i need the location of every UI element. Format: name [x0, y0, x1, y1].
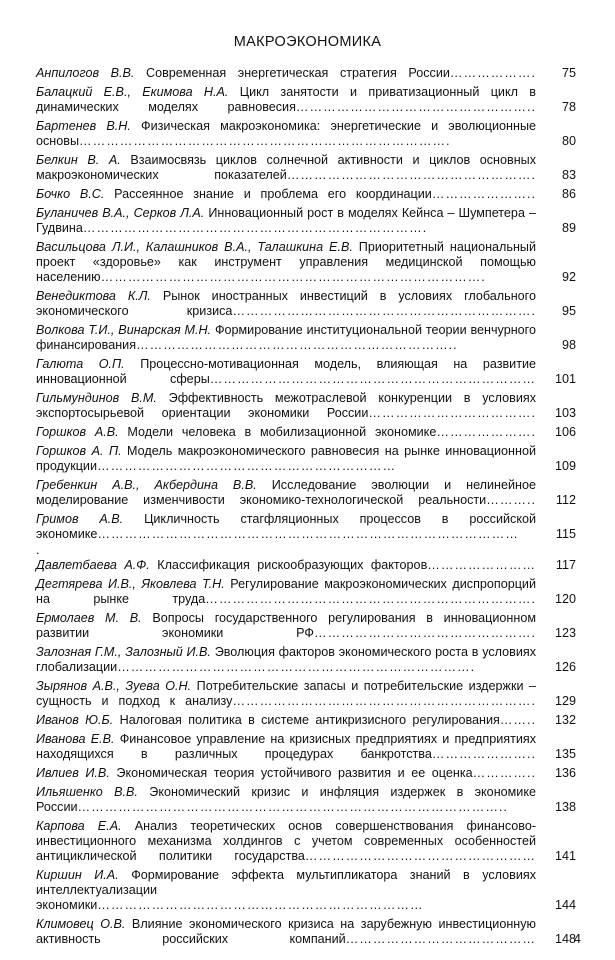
toc-page-ref: 138	[554, 800, 576, 814]
toc-page-ref: 115	[555, 527, 576, 541]
toc-title: Процессно-мотивационная модель, влияющая на развитие инновационной сферы	[36, 357, 537, 386]
toc-entry-text	[36, 917, 536, 947]
toc-author: Бочко В.С.	[36, 187, 105, 201]
toc-title: Взаимосвязь циклов солнечной активности и циклов основных макроэкономических показателей	[36, 153, 537, 182]
toc-author: Климовец О.В.	[36, 917, 126, 931]
toc-entry	[36, 323, 576, 353]
toc-title: Формирование эффекта мультипликатора знаний в условиях интеллектуализации экономики	[36, 868, 537, 912]
toc-entry	[36, 153, 576, 183]
toc-leader-dots: …………..	[472, 766, 536, 780]
toc-author: Давлетбаева А.Ф.	[36, 558, 150, 572]
toc-title: Инновационный рост в моделях Кейнса – Шумпетера – Гудвина	[36, 206, 536, 235]
toc-leader-dots: …………………………………………………………………………………..	[77, 800, 508, 814]
toc-title: Анализ теоретических основ совершенствования финансово-инвестиционного механизма холдингов с учетом современных особенностей антициклической политики государства	[36, 819, 537, 863]
toc-entry-text	[36, 785, 536, 815]
toc-page-ref: 123	[554, 626, 576, 640]
toc-leader-dots: ……………………………………	[345, 932, 536, 946]
toc-title: Влияние экономического кризиса на зарубежную инвестиционную активность российских компаний	[36, 917, 536, 946]
toc-entry-text	[36, 512, 536, 542]
toc-author: Зырянов А.В., Зуева О.Н.	[36, 679, 192, 693]
toc-entry	[36, 206, 576, 236]
toc-title: Потребительские запасы и потребительские издержки – сущность и подход к анализу	[36, 679, 537, 708]
toc-page-ref: 89	[561, 221, 576, 235]
toc-title: Модель макроэкономического равновесия на рынке инновационной продукции	[36, 444, 536, 473]
toc-entry	[36, 558, 576, 573]
toc-leader-dots: ……..	[499, 713, 536, 727]
toc-entry-text	[36, 478, 536, 508]
toc-entry-text	[36, 645, 536, 675]
toc-entry-text	[36, 85, 536, 115]
toc-leader-dots: …………………………………………………………………….	[117, 660, 476, 674]
toc-entry	[36, 868, 576, 913]
toc-leader-dots: ………..	[486, 493, 536, 507]
toc-title: Рассеянное знание и проблема его координации	[114, 187, 432, 201]
toc-title: Эволюция факторов экономического роста в условиях глобализации	[36, 645, 537, 674]
toc-title: Исследование эволюции и нелинейное моделирование изменчивости экономико-технологической реальности	[36, 478, 537, 507]
toc-page-ref: 120	[554, 592, 576, 606]
toc-leader-dots: ………………………………………………………………	[209, 372, 536, 386]
page-number: 4	[573, 931, 581, 946]
toc-leader-dots: ……………………………………………	[304, 849, 536, 863]
toc-entry-text	[36, 732, 536, 762]
toc-entry-text	[36, 153, 536, 183]
toc-leader-dots: …………………..	[431, 187, 536, 201]
toc-title: Вопросы государственного регулирования в инновационном развитии экономики РФ	[36, 611, 537, 640]
toc-author: Иванов Ю.Б.	[36, 713, 114, 727]
toc-page-ref: 103	[554, 406, 576, 420]
toc-entry	[36, 713, 576, 728]
toc-page-ref: 101	[554, 372, 576, 386]
toc-author: Киршин И.А.	[36, 868, 119, 882]
toc-title: Налоговая политика в системе антикризисного регулирования	[119, 713, 500, 727]
toc-page-ref: 148	[554, 932, 576, 946]
toc-entry-text	[36, 119, 536, 149]
toc-leader-dots: ……………………………….	[368, 406, 536, 420]
toc-leader-dots: ……………………………………………..	[295, 100, 536, 114]
toc-author: Горшков А.В.	[36, 425, 119, 439]
toc-author: Дегтярева И.В., Яковлева Т.Н.	[36, 577, 225, 591]
toc-author: Галюта О.П.	[36, 357, 125, 371]
toc-author: Иванова Е.В.	[36, 732, 115, 746]
toc-page-ref: 92	[561, 270, 576, 284]
toc-author: Залозная Г.М., Залозный И.В.	[36, 645, 211, 659]
toc-title: Классификация рискообразующих факторов	[157, 558, 428, 572]
toc-entry	[36, 119, 576, 149]
toc-title: Модели человека в мобилизационной экономике	[127, 425, 437, 439]
toc-title: Физическая макроэкономика: энергетические и эволюционные основы	[36, 119, 537, 148]
toc-leader-dots: …………………………………………………………	[97, 459, 397, 473]
toc-entry	[36, 645, 576, 675]
toc-author: Ермолаев М. В.	[36, 611, 142, 625]
toc-title: Современная энергетическая стратегия России	[146, 66, 450, 80]
toc-entry-text	[36, 391, 536, 421]
toc-title: Финансовое управление на кризисных предприятиях и предприятиях находящихся в различных процедурах банкротства	[36, 732, 537, 761]
toc-entry-text	[36, 577, 536, 607]
toc-entry-text	[36, 206, 536, 236]
toc-entry-text	[36, 679, 536, 709]
toc-title: Регулирование макроэкономических диспропорций на рынке труда	[36, 577, 537, 606]
toc-entry	[36, 240, 576, 285]
toc-leader-dots: ………………………………………………………….	[232, 304, 536, 318]
toc-entry-text	[36, 289, 536, 319]
toc-page-ref: 75	[561, 66, 576, 80]
toc-leader-dots: …………………..	[431, 747, 536, 761]
toc-entry-text	[36, 187, 536, 202]
toc-entry-text	[36, 240, 536, 285]
toc-entry-text	[36, 713, 536, 728]
toc-entry	[36, 577, 576, 607]
toc-page-ref: 112	[555, 493, 576, 507]
toc-leader-dots: …………………………………………………………………………………	[97, 527, 519, 541]
toc-entry	[36, 819, 576, 864]
toc-leader-dots: ……………….	[449, 66, 536, 80]
toc-leader-dots: ………………………………………………………………………….	[100, 270, 486, 284]
toc-author: Венедиктова К.Л.	[36, 289, 151, 303]
toc-title: Экономический кризис и инфляция издержек в экономике России	[36, 785, 536, 814]
toc-entry	[36, 391, 576, 421]
section-heading: МАКРОЭКОНОМИКА	[233, 34, 382, 50]
toc-title: Экономическая теория устойчивого развития и ее оценка	[116, 766, 473, 780]
toc-entry-text	[36, 558, 536, 573]
table-of-contents	[36, 66, 576, 951]
toc-title: Цикличность стагфляционных процессов в российской экономике	[36, 512, 537, 541]
toc-author: Бартенев В.Н.	[36, 119, 131, 133]
toc-leader-dots: ……………………………………………….	[286, 168, 536, 182]
toc-entry	[36, 766, 576, 781]
toc-leader-dots: ………………………………………………………………	[97, 898, 424, 912]
toc-page-ref: 78	[561, 100, 576, 114]
toc-entry-text	[36, 323, 536, 353]
toc-author: Карпова Е.А.	[36, 819, 122, 833]
toc-entry	[36, 478, 576, 508]
toc-author: Ильяшенко В.В.	[36, 785, 138, 799]
toc-leader-dots: ………………….	[436, 425, 536, 439]
toc-entry	[36, 611, 576, 641]
toc-entry	[36, 679, 576, 709]
toc-title: Приоритетный национальный проект «здоровье» как инструмент управления медицинской помощью населению	[36, 240, 537, 284]
toc-author: Гильмундинов В.М.	[36, 391, 157, 405]
toc-entry	[36, 512, 576, 542]
toc-entry-text	[36, 766, 536, 781]
toc-author: Гребенкин А.В., Акбердина В.В.	[36, 478, 257, 492]
toc-title: Формирование институциональной теории венчурного финансирования	[36, 323, 536, 352]
toc-author: Анпилогов В.В.	[36, 66, 135, 80]
toc-leader-dots: ……………………………………………………………..	[136, 338, 458, 352]
toc-leader-dots: ………………………………………….	[314, 626, 536, 640]
toc-entry	[36, 66, 576, 81]
toc-page-ref: 136	[554, 766, 576, 780]
toc-page-ref: 80	[561, 134, 576, 148]
toc-author: Балацкий Е.В., Екимова Н.А.	[36, 85, 229, 99]
toc-page-ref: 117	[555, 558, 576, 572]
toc-page-ref: 106	[554, 425, 576, 439]
toc-page-ref: 135	[554, 747, 576, 761]
toc-entry-text	[36, 357, 536, 387]
toc-entry-text	[36, 868, 536, 913]
toc-entry	[36, 917, 576, 947]
toc-leader-dots: ……………………………………………………………….	[205, 592, 536, 606]
toc-leader-dots: ……………………	[427, 558, 537, 572]
toc-entry-text	[36, 444, 536, 474]
toc-entry	[36, 785, 576, 815]
toc-page-ref: 109	[554, 459, 576, 473]
toc-entry	[36, 85, 576, 115]
toc-entry-text	[36, 425, 536, 440]
toc-entry-text	[36, 611, 536, 641]
toc-entry	[36, 732, 576, 762]
toc-page-ref: 98	[561, 338, 576, 352]
toc-entry	[36, 425, 576, 440]
toc-author: Васильцова Л.И., Калашников В.А., Талашкина Е.В.	[36, 240, 353, 254]
toc-page-ref: 129	[554, 694, 576, 708]
toc-entry	[36, 357, 576, 387]
toc-title: Рынок иностранных инвестиций в условиях глобального экономического кризиса	[36, 289, 536, 318]
toc-entry-text	[36, 66, 536, 81]
toc-author: Белкин В. А.	[36, 153, 121, 167]
toc-entry	[36, 187, 576, 202]
toc-page-ref: 126	[554, 660, 576, 674]
toc-entry	[36, 289, 576, 319]
toc-leader-dots: ………………………………………………………….	[232, 694, 536, 708]
stray-mark: .	[36, 543, 40, 557]
toc-page-ref: 95	[561, 304, 576, 318]
toc-entry	[36, 444, 576, 474]
toc-author: Волкова Т.И., Винарская М.Н.	[36, 323, 212, 337]
toc-author: Горшков А. П.	[36, 444, 122, 458]
toc-page-ref: 132	[554, 713, 576, 727]
toc-entry-text	[36, 819, 536, 864]
toc-page-ref: 144	[554, 898, 576, 912]
toc-author: Ивлиев И.В.	[36, 766, 110, 780]
toc-page-ref: 83	[561, 168, 576, 182]
toc-author: Буланичев В.А., Серков Л.А.	[36, 206, 205, 220]
toc-title: Эффективность межотраслевой конкуренции в условиях экспортосырьевой ориентации экономики России	[36, 391, 537, 420]
toc-author: Гримов А.В.	[36, 512, 124, 526]
toc-title: Цикл занятости и приватизационный цикл в динамических моделях равновесия	[36, 85, 536, 114]
toc-page-ref: 141	[554, 849, 576, 863]
toc-leader-dots: ……………………………………………………………………….	[79, 134, 451, 148]
toc-page-ref: 86	[561, 187, 576, 201]
toc-leader-dots: ………………………………………………………………….	[82, 221, 428, 235]
